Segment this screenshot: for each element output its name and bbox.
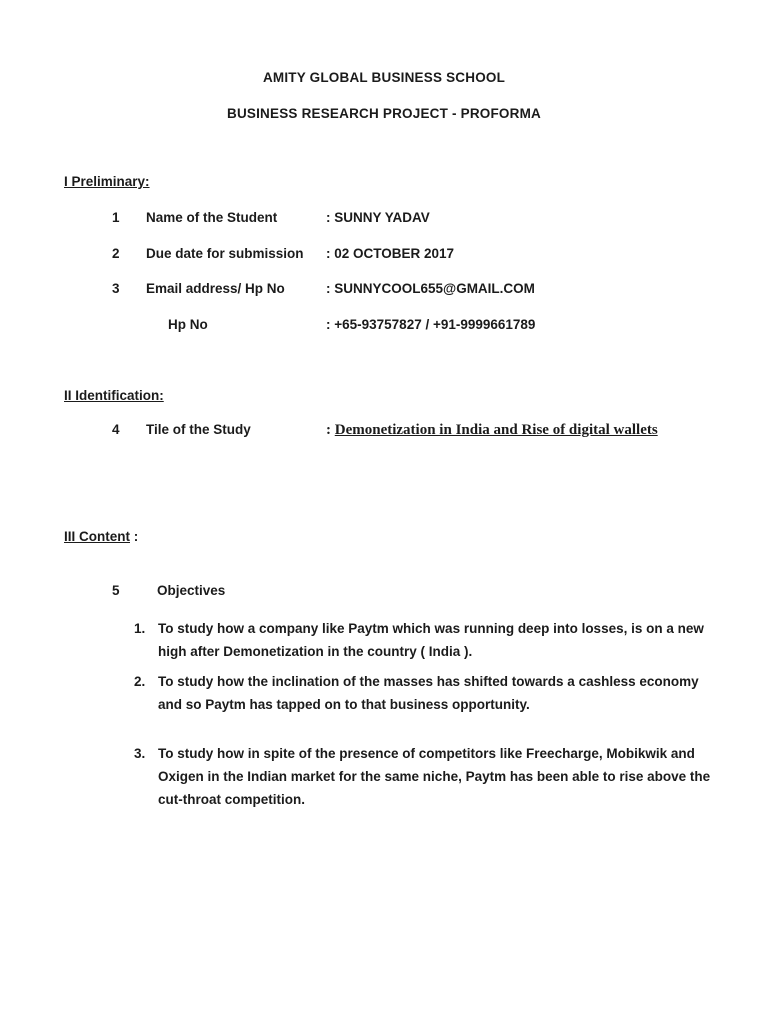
section-heading-content xyxy=(64,529,138,544)
field-value: : +65-93757827 / +91-9999661789 xyxy=(326,317,536,332)
section-heading-identification-text: II Identification: xyxy=(64,388,164,403)
field-value xyxy=(326,422,658,439)
section-heading-preliminary-text: I Preliminary: xyxy=(64,174,150,189)
field-label: Objectives xyxy=(157,583,226,598)
document-title-project: BUSINESS RESEARCH PROJECT - PROFORMA xyxy=(227,106,541,121)
document-title-school: AMITY GLOBAL BUSINESS SCHOOL xyxy=(262,70,506,85)
field-label: Hp No xyxy=(168,317,208,332)
objective-item-3 xyxy=(134,742,720,811)
objective-item-1 xyxy=(134,617,720,663)
objective-marker: 3. xyxy=(134,746,146,761)
field-value: : SUNNY YADAV xyxy=(326,210,430,225)
field-value: : SUNNYCOOL655@GMAIL.COM xyxy=(326,281,535,296)
field-label: Name of the Student xyxy=(146,210,278,225)
row-number: 2 xyxy=(112,246,120,261)
objective-marker: 2. xyxy=(134,674,146,689)
field-label: Email address/ Hp No xyxy=(146,281,285,296)
objective-item-2 xyxy=(134,670,720,716)
objective-text: To study how a company like Paytm which was running deep into losses, is on a new high after Demonetization in the country ( India ). xyxy=(158,621,704,659)
field-label: Due date for submission xyxy=(146,246,304,261)
section-heading-preliminary xyxy=(64,174,150,189)
row-number: 5 xyxy=(112,583,120,598)
field-value: : 02 OCTOBER 2017 xyxy=(326,246,455,261)
section-heading-content-text: III Content xyxy=(64,529,130,544)
objective-text: To study how the inclination of the masses has shifted towards a cashless economy and so Paytm has tapped on to that business opportunity. xyxy=(158,674,699,712)
objective-text: To study how in spite of the presence of competitors like Freecharge, Mobikwik and Oxigen in the Indian market for the same niche, Paytm has been able to rise above the cut-throat competition. xyxy=(158,746,711,807)
section-heading-content-suffix: : xyxy=(130,529,139,544)
objective-marker: 1. xyxy=(134,621,146,636)
study-title-text: Demonetization in India and Rise of digital wallets xyxy=(334,422,658,438)
row-number: 4 xyxy=(112,422,120,437)
section-heading-identification xyxy=(64,388,164,403)
field-label: Tile of the Study xyxy=(146,422,251,437)
study-title-colon: : xyxy=(326,422,335,438)
row-number: 3 xyxy=(112,281,120,296)
row-number: 1 xyxy=(112,210,120,225)
